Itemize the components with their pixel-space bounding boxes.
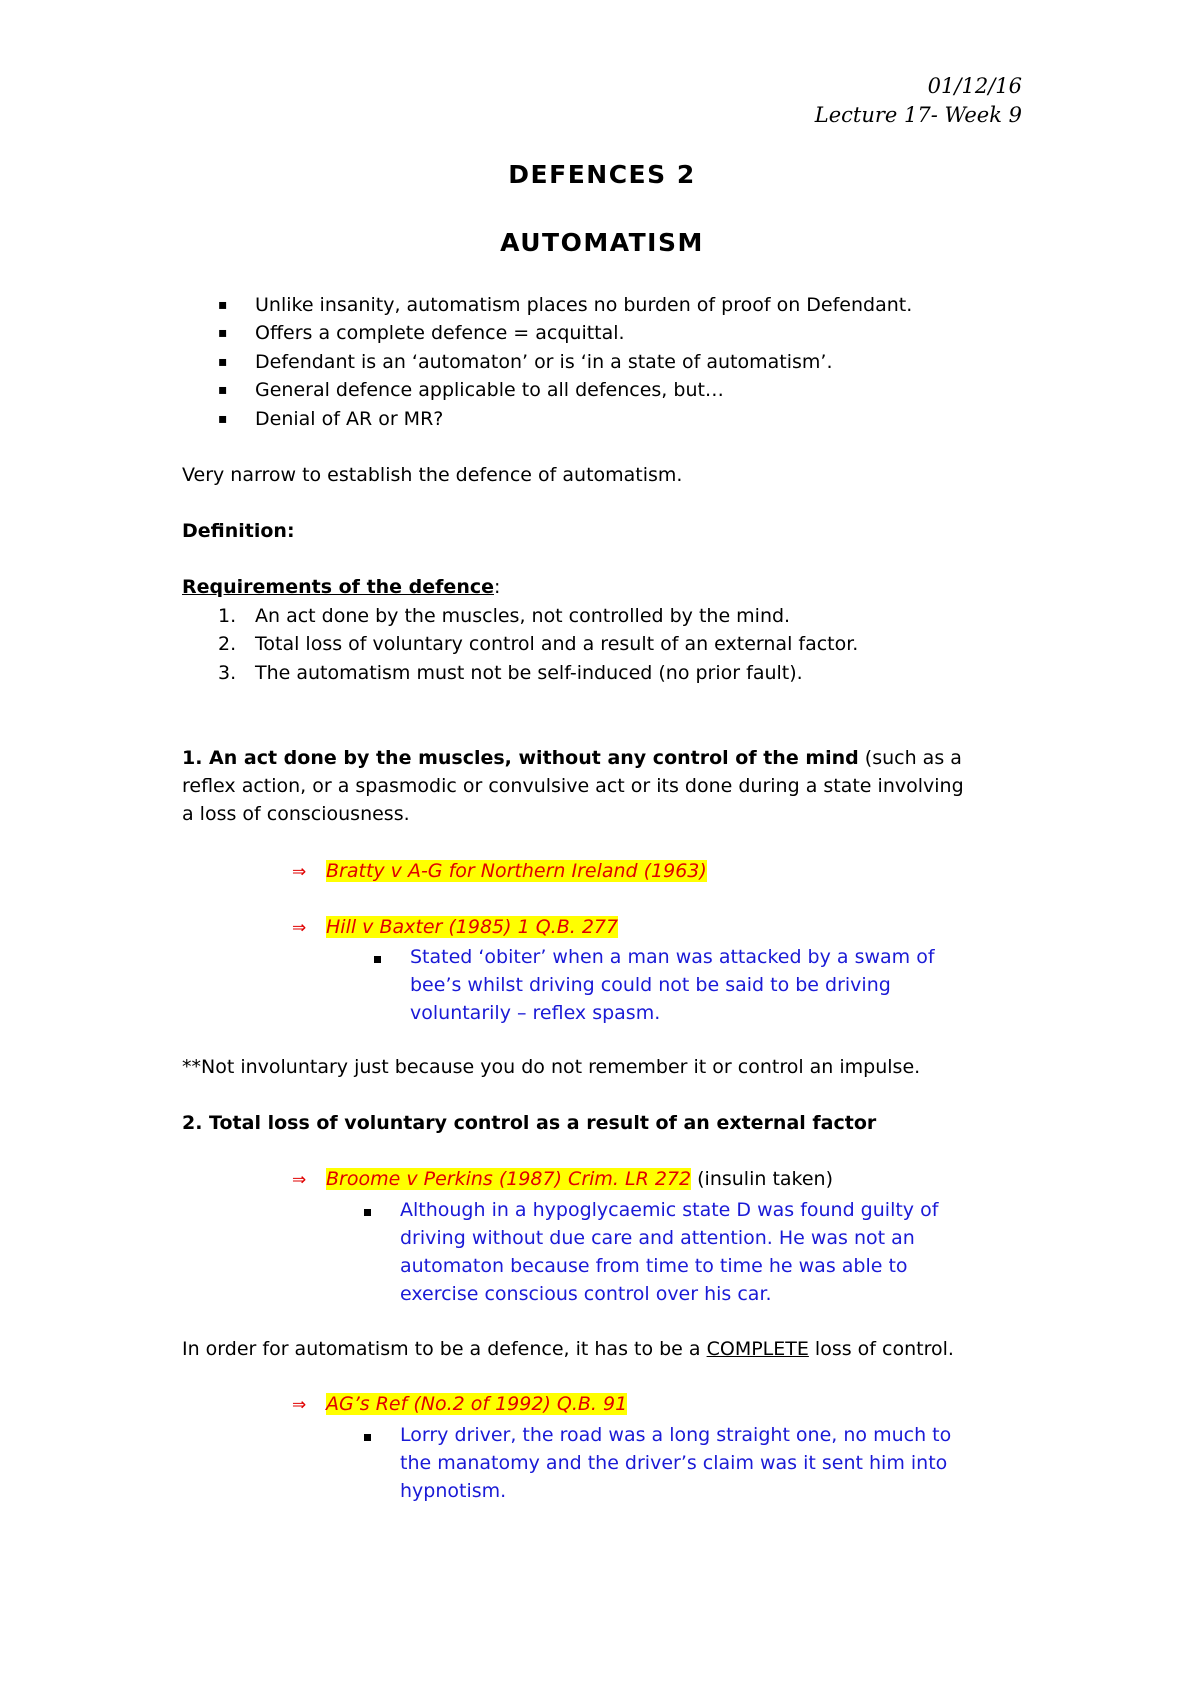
requirements-heading <box>182 576 500 598</box>
section1-line2: reflex action, or a spasmodic or convulsive act or its done during a state involving <box>182 775 964 797</box>
bullet-marker-icon: ▪ <box>218 354 228 370</box>
case-note-line: the manatomy and the driver’s claim was it sent him into <box>400 1452 948 1474</box>
case-note-line: bee’s whilst driving could not be said to be driving <box>410 974 891 996</box>
case-note-line: Stated ‘obiter’ when a man was attacked by a swam of <box>410 946 935 968</box>
header-date: 01/12/16 <box>927 74 1022 98</box>
case-note <box>400 1196 938 1308</box>
list-item: The automatism must not be self-induced (no prior fault). <box>255 662 803 684</box>
page-subtitle: AUTOMATISM <box>500 228 704 257</box>
list-item-number: 2. <box>218 633 237 655</box>
case-citation: Broome v Perkins (1987) Crim. LR 272 <box>326 1168 692 1190</box>
case-note-line: automaton because from time to time he was able to <box>400 1255 908 1277</box>
bullet-marker-icon: ▪ <box>218 297 228 313</box>
requirements-colon: : <box>494 576 501 598</box>
section1-line3: a loss of consciousness. <box>182 803 410 825</box>
list-item: General defence applicable to all defences, but… <box>255 379 724 401</box>
case-suffix: (insulin taken) <box>691 1168 834 1190</box>
case-note-line: Although in a hypoglycaemic state D was found guilty of <box>400 1199 939 1221</box>
bullet-marker-icon: ▪ <box>218 382 228 398</box>
complete-post: loss of control. <box>808 1338 954 1360</box>
list-item: Total loss of voluntary control and a result of an external factor. <box>255 633 859 655</box>
complete-loss-text <box>182 1338 954 1360</box>
list-item: An act done by the muscles, not controlled by the mind. <box>255 605 791 627</box>
section1-heading: 1. An act done by the muscles, without any control of the mind <box>182 747 859 769</box>
case-note <box>400 1421 951 1505</box>
definition-label: Definition: <box>182 520 295 542</box>
bullet-marker-icon: ▪ <box>218 325 228 341</box>
arrow-icon: ⇒ <box>292 1395 307 1415</box>
section1-rest: (such as a <box>858 747 962 769</box>
arrow-icon: ⇒ <box>292 862 307 882</box>
case-note-line: exercise conscious control over his car. <box>400 1283 772 1305</box>
case-citation: AG’s Ref (No.2 of 1992) Q.B. 91 <box>326 1393 628 1415</box>
list-item: Offers a complete defence = acquittal. <box>255 322 625 344</box>
page-title: DEFENCES 2 <box>508 160 696 189</box>
section2-heading: 2. Total loss of voluntary control as a result of an external factor <box>182 1112 877 1134</box>
involuntary-note: **Not involuntary just because you do not remember it or control an impulse. <box>182 1056 921 1078</box>
case-note <box>410 943 935 1027</box>
complete-word: COMPLETE <box>706 1338 809 1360</box>
case-note-line: hypnotism. <box>400 1480 507 1502</box>
case-note-line: voluntarily – reflex spasm. <box>410 1002 661 1024</box>
section1-line1 <box>182 747 962 769</box>
complete-pre: In order for automatism to be a defence, it has to be a <box>182 1338 707 1360</box>
requirements-heading-text: Requirements of the defence <box>182 576 494 598</box>
list-item-number: 3. <box>218 662 237 684</box>
case-note-line: driving without due care and attention. He was not an <box>400 1227 915 1249</box>
case-note-line: Lorry driver, the road was a long straight one, no much to <box>400 1424 952 1446</box>
list-item-number: 1. <box>218 605 237 627</box>
list-item: Denial of AR or MR? <box>255 408 444 430</box>
arrow-icon: ⇒ <box>292 1170 307 1190</box>
narrow-text: Very narrow to establish the defence of automatism. <box>182 464 683 486</box>
square-bullet-icon <box>374 956 381 963</box>
list-item: Defendant is an ‘automaton’ or is ‘in a state of automatism’. <box>255 351 833 373</box>
case-citation: Hill v Baxter (1985) 1 Q.B. 277 <box>326 916 619 938</box>
bullet-marker-icon: ▪ <box>218 411 228 427</box>
arrow-icon: ⇒ <box>292 918 307 938</box>
case-citation: Bratty v A-G for Northern Ireland (1963) <box>326 860 707 882</box>
case-line <box>326 1168 833 1190</box>
list-item: Unlike insanity, automatism places no burden of proof on Defendant. <box>255 294 913 316</box>
square-bullet-icon <box>364 1434 371 1441</box>
square-bullet-icon <box>364 1209 371 1216</box>
header-lecture: Lecture 17- Week 9 <box>814 103 1022 127</box>
